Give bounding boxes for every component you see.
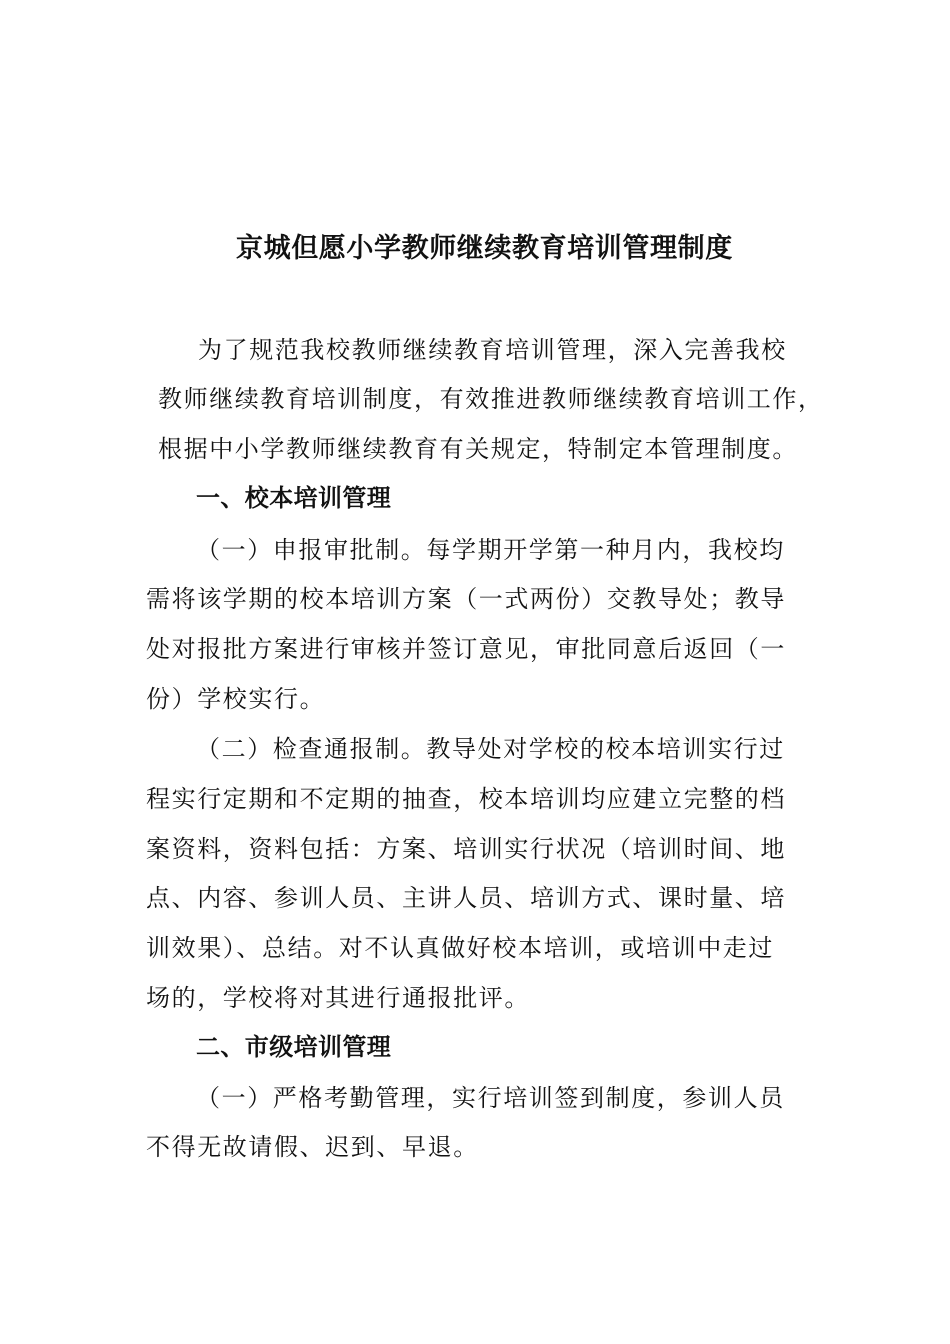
section2-item1-line-1: （一）严格考勤管理，实行培训签到制度，参训人员 <box>196 1084 785 1112</box>
section2-heading: 二、市级培训管理 <box>196 1033 392 1061</box>
section1-item2-line-1: （二）检查通报制。教导处对学校的校本培训实行过 <box>196 735 785 763</box>
intro-line-1: 为了规范我校教师继续教育培训管理，深入完善我校 <box>198 336 787 364</box>
section1-item2-line-2: 程实行定期和不定期的抽查，校本培训均应建立完整的档 <box>146 785 786 813</box>
section1-item1-line-3: 处对报批方案进行审核并签订意见，审批同意后返回（一 <box>146 635 786 663</box>
section1-item2-line-3: 案资料，资料包括：方案、培训实行状况（培训时间、地 <box>146 835 786 863</box>
section1-item2-line-5: 训效果）、总结。对不认真做好校本培训，或培训中走过 <box>146 934 774 962</box>
intro-line-3: 根据中小学教师继续教育有关规定，特制定本管理制度。 <box>158 435 798 463</box>
section1-heading: 一、校本培训管理 <box>196 484 392 512</box>
section1-item2-line-6: 场的，学校将对其进行通报批评。 <box>146 984 530 1012</box>
intro-line-2: 教师继续教育培训制度，有效推进教师继续教育培训工作， <box>158 385 824 413</box>
section2-item1-line-2: 不得无故请假、迟到、早退。 <box>146 1133 479 1161</box>
section1-item2-line-4: 点、内容、参训人员、主讲人员、培训方式、课时量、培 <box>146 884 786 912</box>
document-title: 京城但愿小学教师继续教育培训管理制度 <box>236 233 733 264</box>
section1-item1-line-2: 需将该学期的校本培训方案（一式两份）交教导处；教导 <box>146 585 786 613</box>
section1-item1-line-4: 份）学校实行。 <box>146 685 326 713</box>
section1-item1-line-1: （一）申报审批制。每学期开学第一种月内，我校均 <box>196 536 785 564</box>
